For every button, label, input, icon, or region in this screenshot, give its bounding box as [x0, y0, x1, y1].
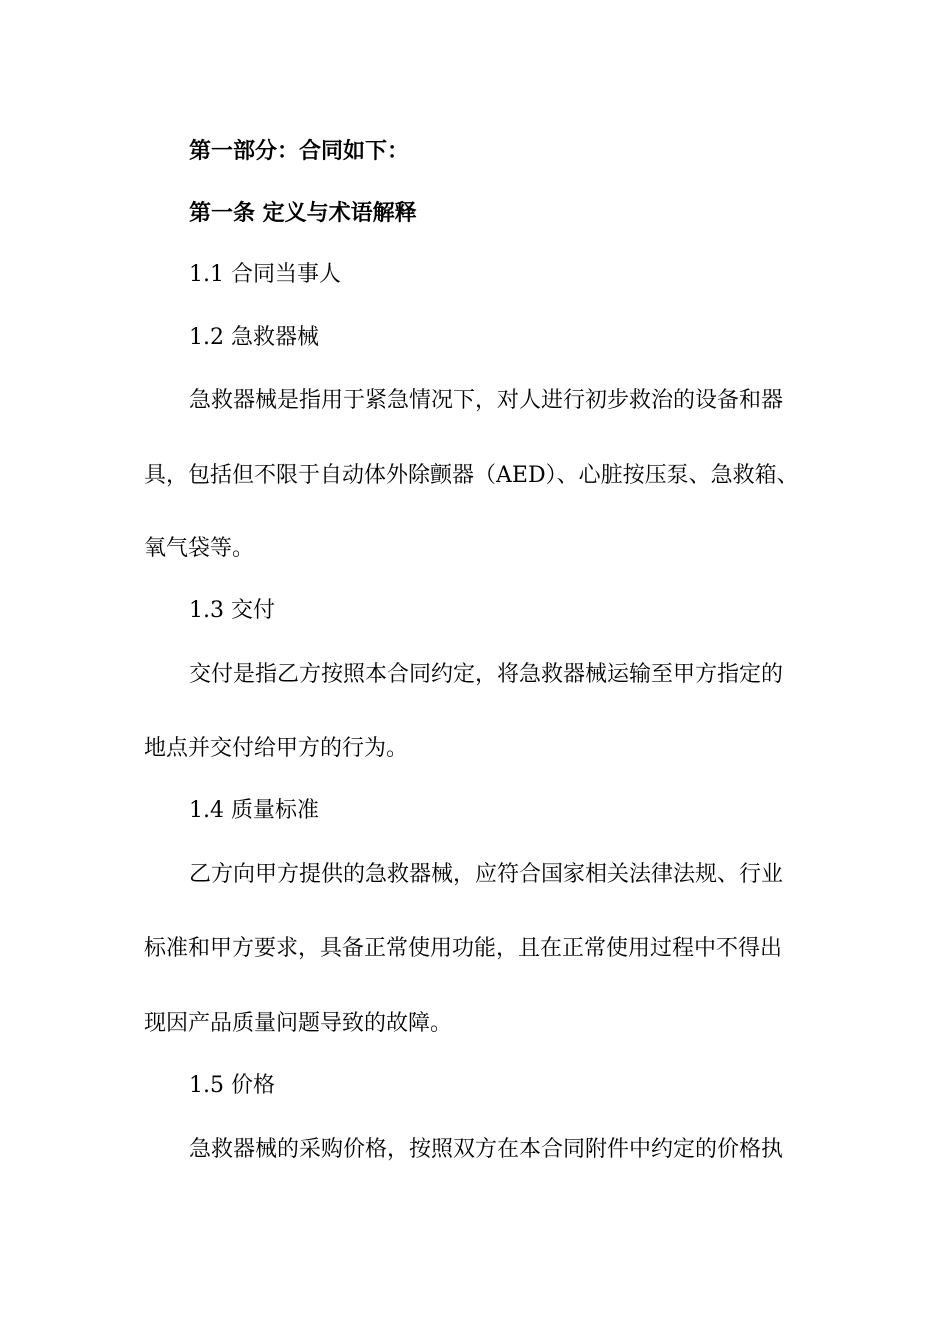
section-title-1-2: 1.2 急救器械: [189, 325, 319, 350]
paragraph-line: 急救器械是指用于紧急情况下，对人进行初步救治的设备和器: [189, 388, 784, 413]
section-title-1-3: 1.3 交付: [189, 598, 275, 623]
paragraph-line: 标准和甲方要求，具备正常使用功能，且在正常使用过程中不得出: [144, 936, 783, 961]
paragraph-line: 地点并交付给甲方的行为。: [144, 736, 409, 761]
section-title-1-1: 1.1 合同当事人: [189, 262, 341, 287]
paragraph-line: 具，包括但不限于自动体外除颤器（AED）、心脏按压泵、急救箱、: [144, 463, 799, 488]
section-title-1-5: 1.5 价格: [189, 1073, 275, 1098]
paragraph-line: 氧气袋等。: [144, 536, 255, 561]
article-heading: 第一条 定义与术语解释: [189, 200, 417, 226]
paragraph-line: 交付是指乙方按照本合同约定，将急救器械运输至甲方指定的: [189, 662, 784, 687]
paragraph-line: 乙方向甲方提供的急救器械，应符合国家相关法律法规、行业: [189, 862, 784, 887]
paragraph-line: 急救器械的采购价格，按照双方在本合同附件中约定的价格执: [189, 1137, 784, 1162]
section-title-1-4: 1.4 质量标准: [189, 798, 319, 823]
paragraph-line: 现因产品质量问题导致的故障。: [144, 1011, 453, 1036]
part-heading: 第一部分：合同如下：: [189, 138, 410, 164]
